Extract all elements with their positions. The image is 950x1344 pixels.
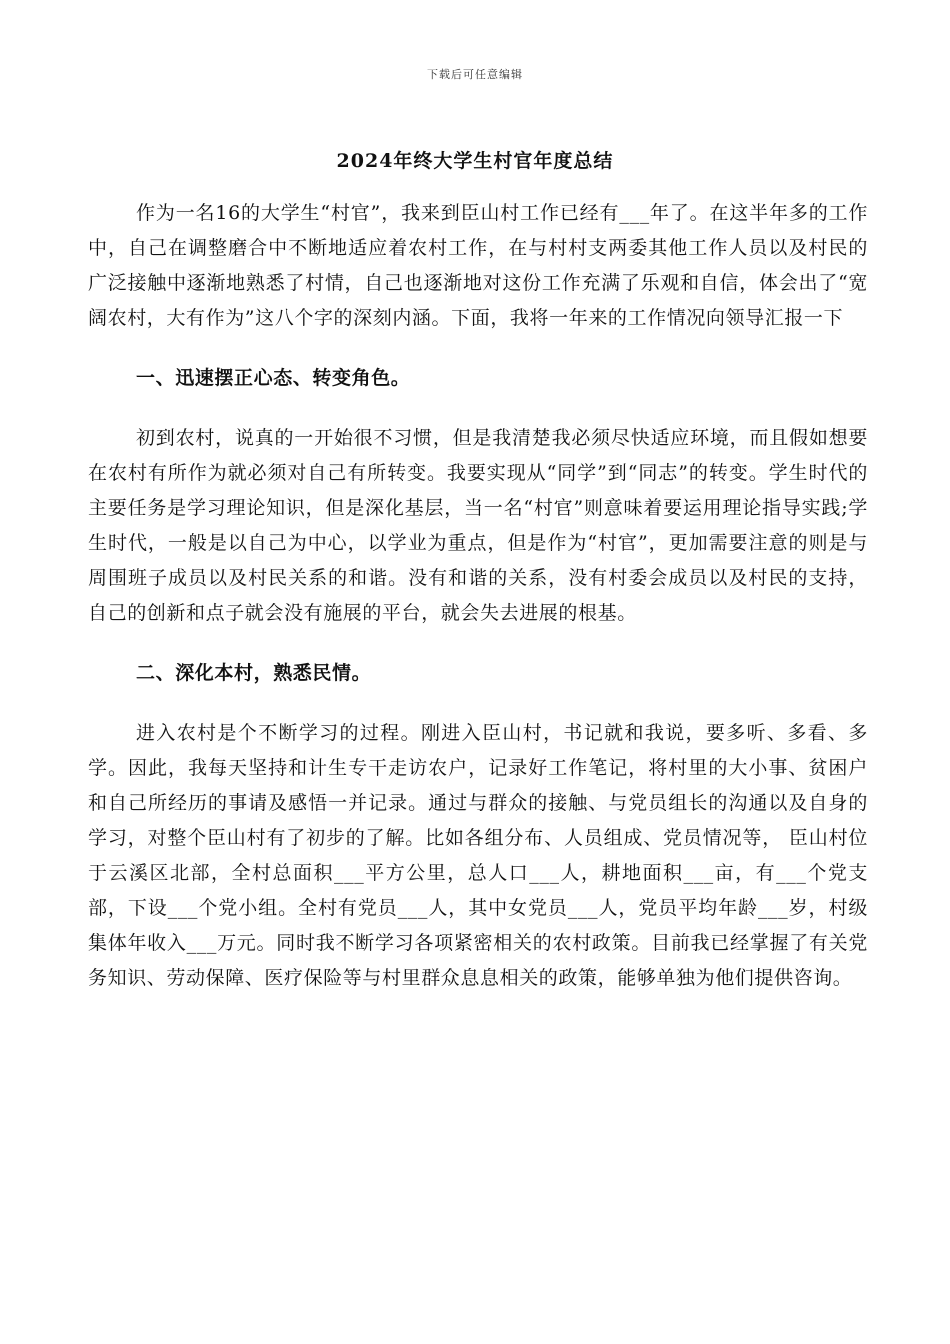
section-1-paragraph: 初到农村，说真的一开始很不习惯，但是我清楚我必须尽快适应环境，而且假如想要在农村有所作为就必须对自己有所转变。我要实现从“同学”到“同志”的转变。学生时代的主要任务是学习理论知识，但是深化基层，当一名“村官”则意味着要运用理论指导实践;学生时代，一般是以自己为中心，以学业为重点，但是作为“村官”，更加需要注意的则是与周围班子成员以及村民关系的和谐。没有和谐的关系，没有村委会成员以及村民的支持，自己的创新和点子就会没有施展的平台，就会失去进展的根基。 [88,427,868,624]
document-body [88,196,868,996]
section-2-paragraph: 进入农村是个不断学习的过程。刚进入臣山村，书记就和我说，要多听、多看、多学。因此，我每天坚持和计生专干走访农户，记录好工作笔记，将村里的大小事、贫困户和自己所经历的事请及感悟一并记录。通过与群众的接触、与党员组长的沟通以及自身的学习，对整个臣山村有了初步的了解。比如各组分布、人员组成、党员情况等， 臣山村位于云溪区北部，全村总面积___平方公里，总人口___人，耕地面积___亩，有___个党支部，下设___个党小组。全村有党员___人，其中女党员___人，党员平均年龄___岁，村级集体年收入___万元。同时我不断学习各项紧密相关的农村政策。目前我已经掌握了有关党务知识、劳动保障、医疗保险等与村里群众息息相关的政策，能够单独为他们提供咨询。 [88,722,868,989]
header-note: 下载后可任意编辑 [427,68,523,81]
section-heading-2: 二、深化本村，熟悉民情。 [136,662,372,684]
document-title: 2024年终大学生村官年度总结 [336,150,614,172]
section-heading-1: 一、迅速摆正心态、转变角色。 [136,367,411,389]
intro-paragraph: 作为一名16的大学生“村官”，我来到臣山村工作已经有___年了。在这半年多的工作中，自己在调整磨合中不断地适应着农村工作，在与村村支两委其他工作人员以及村民的广泛接触中逐渐地熟悉了村情，自己也逐渐地对这份工作充满了乐观和自信，体会出了“宽阔农村，大有作为”这八个字的深刻内涵。下面，我将一年来的工作情况向领导汇报一下 [88,202,868,329]
